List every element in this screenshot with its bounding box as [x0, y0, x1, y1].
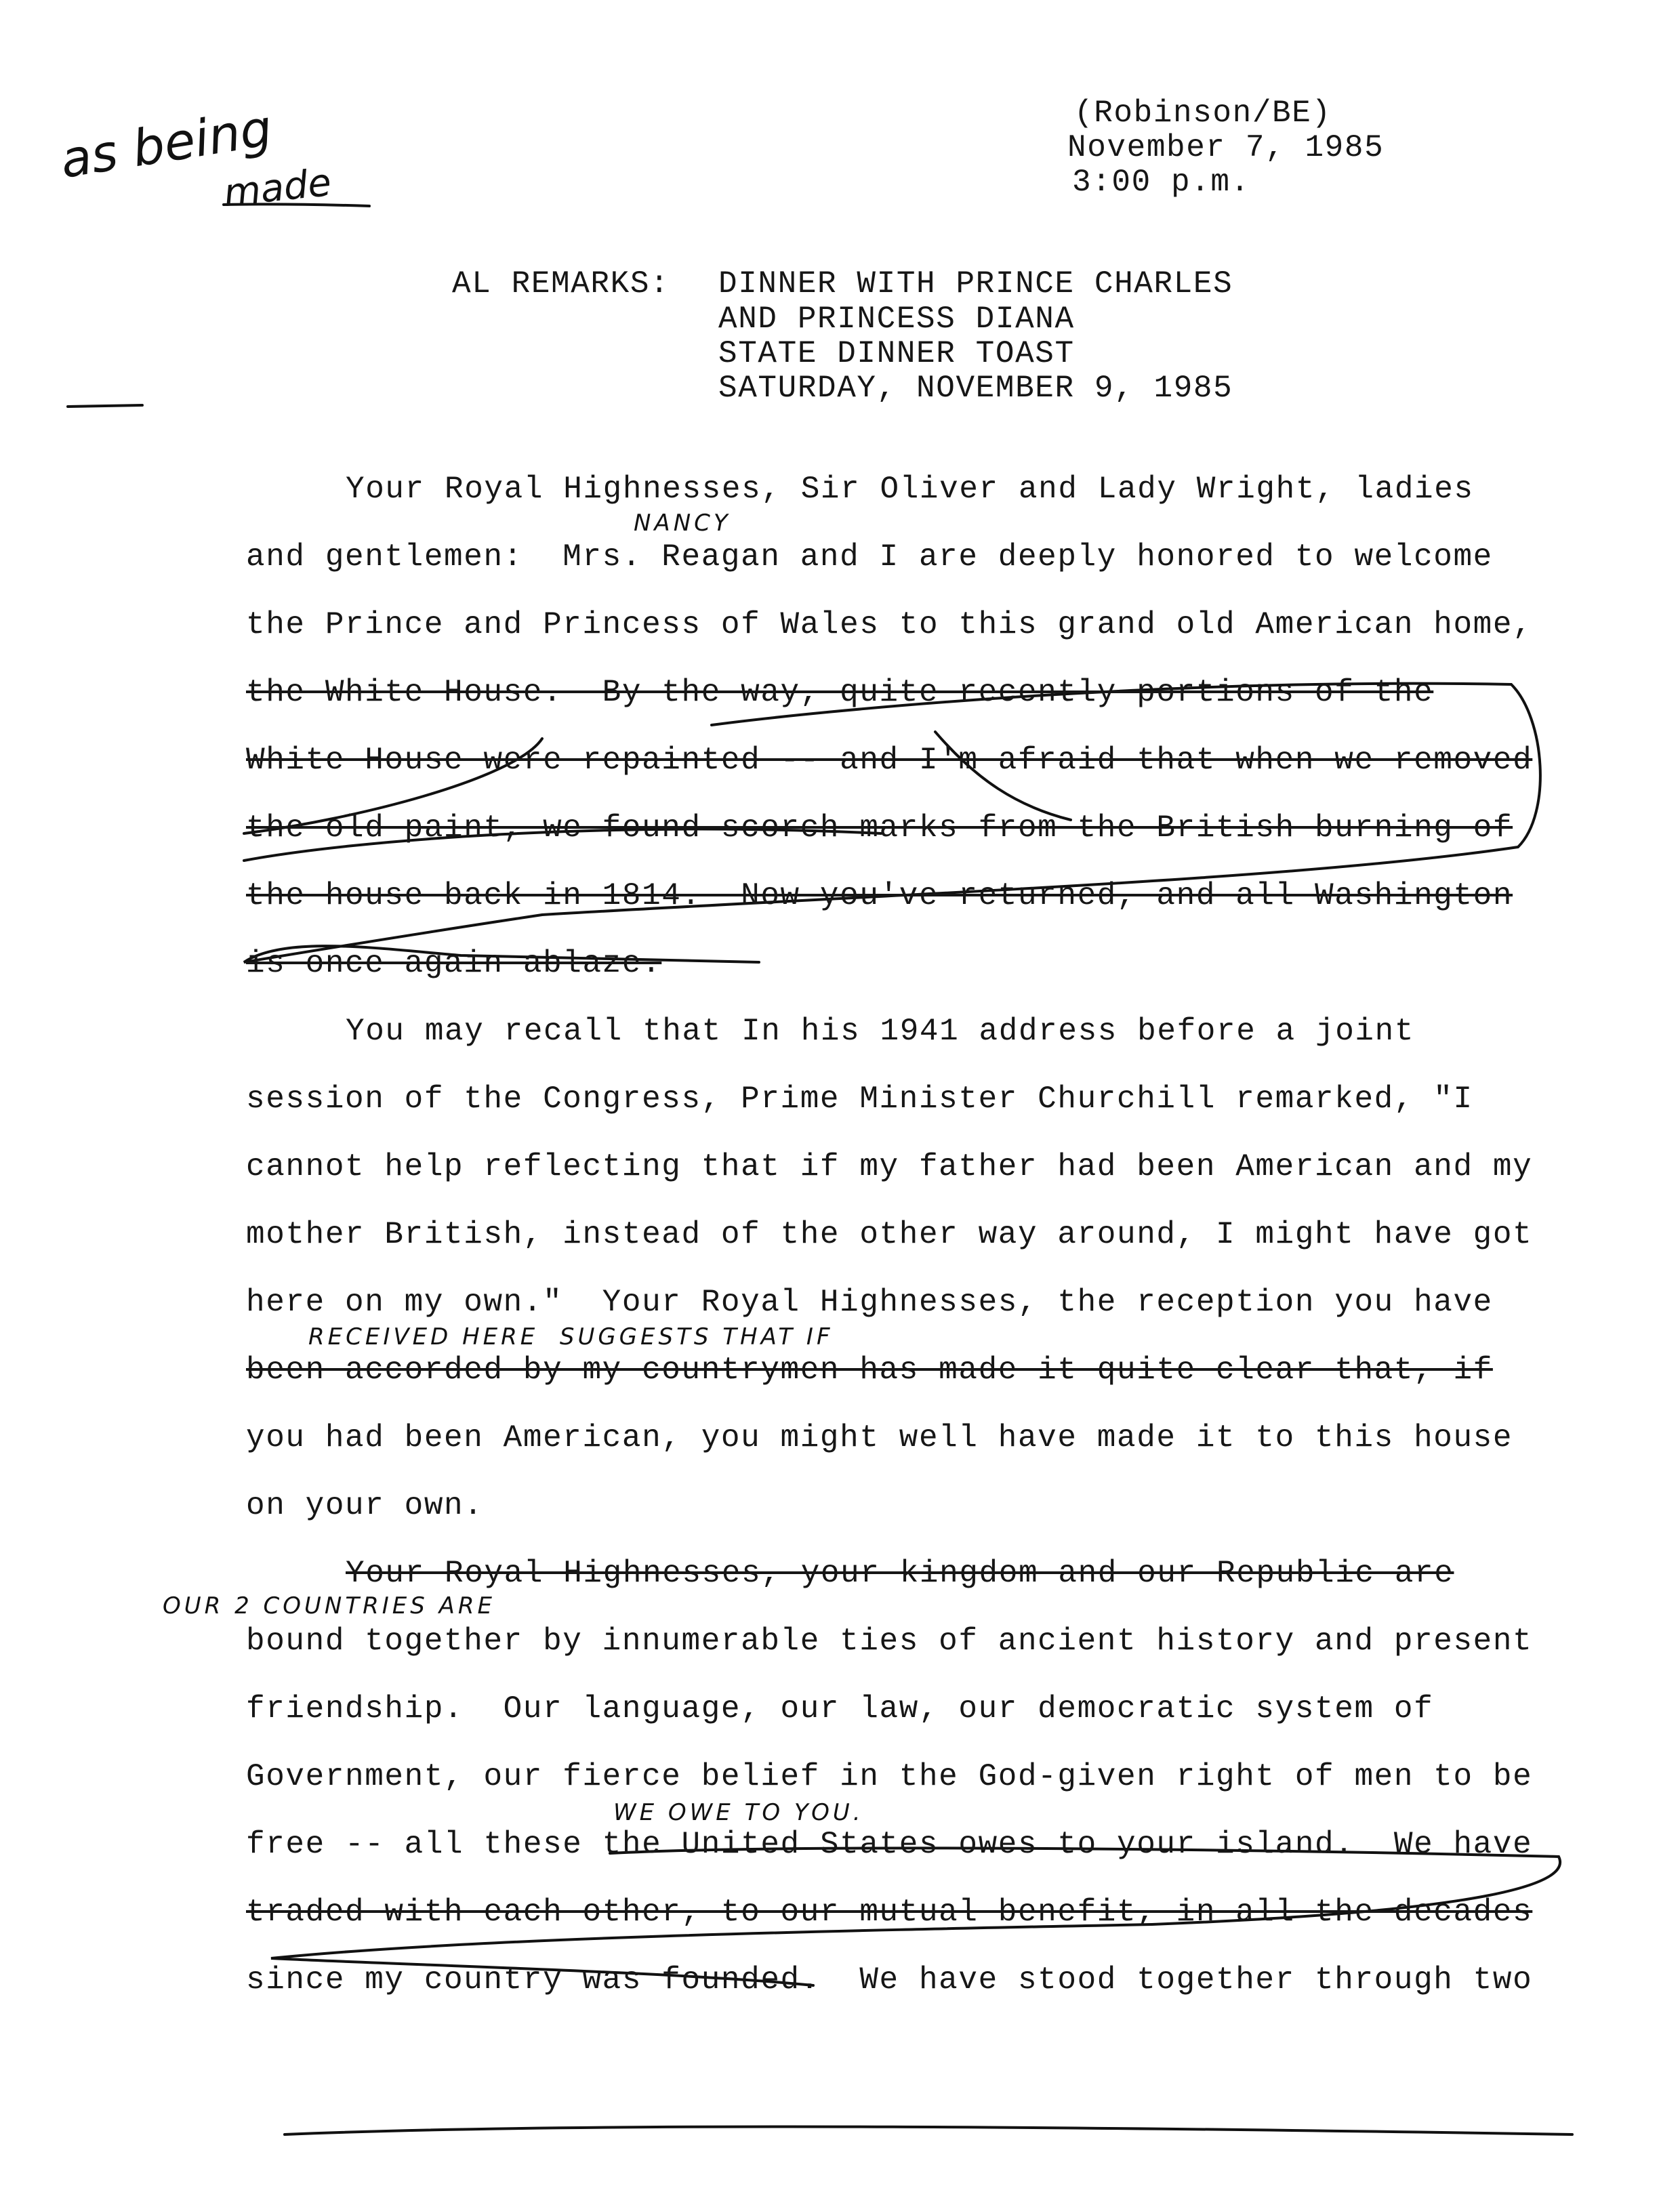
title-line-1: DINNER WITH PRINCE CHARLES	[718, 266, 1233, 302]
body-line-1: Your Royal Highnesses, Sir Oliver and Lady Wright, ladies	[346, 472, 1474, 507]
insert-we-owe: WE OWE TO YOU.	[613, 1799, 864, 1826]
body-line-14: been accorded by my countrymen has made it quite clear that, if	[246, 1353, 1493, 1388]
body-line-16: on your own.	[246, 1488, 484, 1523]
body-line-5: White House were repainted -- and I'm afraid that when we removed	[246, 743, 1533, 778]
body-line-21: free -- all these the United States owes to your island. We have	[246, 1827, 1533, 1862]
body-line-7: the house back in 1814. Now you've returned, and all Washington	[246, 878, 1513, 913]
body-line-23: since my country was founded. We have stood together through two	[246, 1962, 1533, 1998]
body-line-13: here on my own." Your Royal Highnesses, the reception you have	[246, 1285, 1493, 1320]
body-line-12: mother British, instead of the other way around, I might have got	[246, 1217, 1533, 1252]
strike-squiggle-1	[285, 2126, 1572, 2134]
margin-note-line2: made	[222, 160, 333, 216]
body-line-10: session of the Congress, Prime Minister Churchill remarked, "I	[246, 1081, 1473, 1117]
margin-note-line1: as being	[56, 98, 276, 190]
body-line-15: you had been American, you might well have made it to this house	[246, 1420, 1513, 1456]
body-line-4: the White House. By the way, quite recently portions of the	[246, 675, 1434, 710]
time-line: 3:00 p.m.	[1072, 165, 1250, 200]
title-line-3: STATE DINNER TOAST	[718, 336, 1075, 371]
body-line-18: bound together by innumerable ties of ancient history and present	[246, 1624, 1533, 1659]
author-line: (Robinson/BE)	[1074, 96, 1332, 131]
title-line-4: SATURDAY, NOVEMBER 9, 1985	[718, 371, 1233, 406]
body-line-8: is once again ablaze.	[246, 946, 662, 981]
insert-nancy: NANCY	[634, 510, 731, 537]
body-line-11: cannot help reflecting that if my father had been American and my	[246, 1149, 1533, 1184]
body-line-2: and gentlemen: Mrs. Reagan and I are deeply honored to welcome	[246, 539, 1493, 575]
margin-dash	[68, 405, 142, 407]
title-label: AL REMARKS:	[452, 266, 670, 302]
insert-our-countries: OUR 2 COUNTRIES ARE	[163, 1592, 495, 1619]
body-line-3: the Prince and Princess of Wales to this grand old American home,	[246, 607, 1533, 642]
date-line: November 7, 1985	[1067, 130, 1385, 165]
body-line-22: traded with each other, to our mutual benefit, in all the decades	[246, 1895, 1533, 1930]
title-line-2: AND PRINCESS DIANA	[718, 302, 1075, 337]
insert-received: RECEIVED HERE SUGGESTS THAT IF	[308, 1323, 834, 1350]
body-line-6: the old paint, we found scorch marks from the British burning of	[246, 810, 1513, 846]
body-line-9: You may recall that In his 1941 address before a joint	[346, 1014, 1415, 1049]
body-line-19: friendship. Our language, our law, our democratic system of	[246, 1691, 1434, 1727]
body-line-17: Your Royal Highnesses, your kingdom and our Republic are	[346, 1556, 1454, 1591]
body-line-20: Government, our fierce belief in the God-given right of men to be	[246, 1759, 1533, 1794]
